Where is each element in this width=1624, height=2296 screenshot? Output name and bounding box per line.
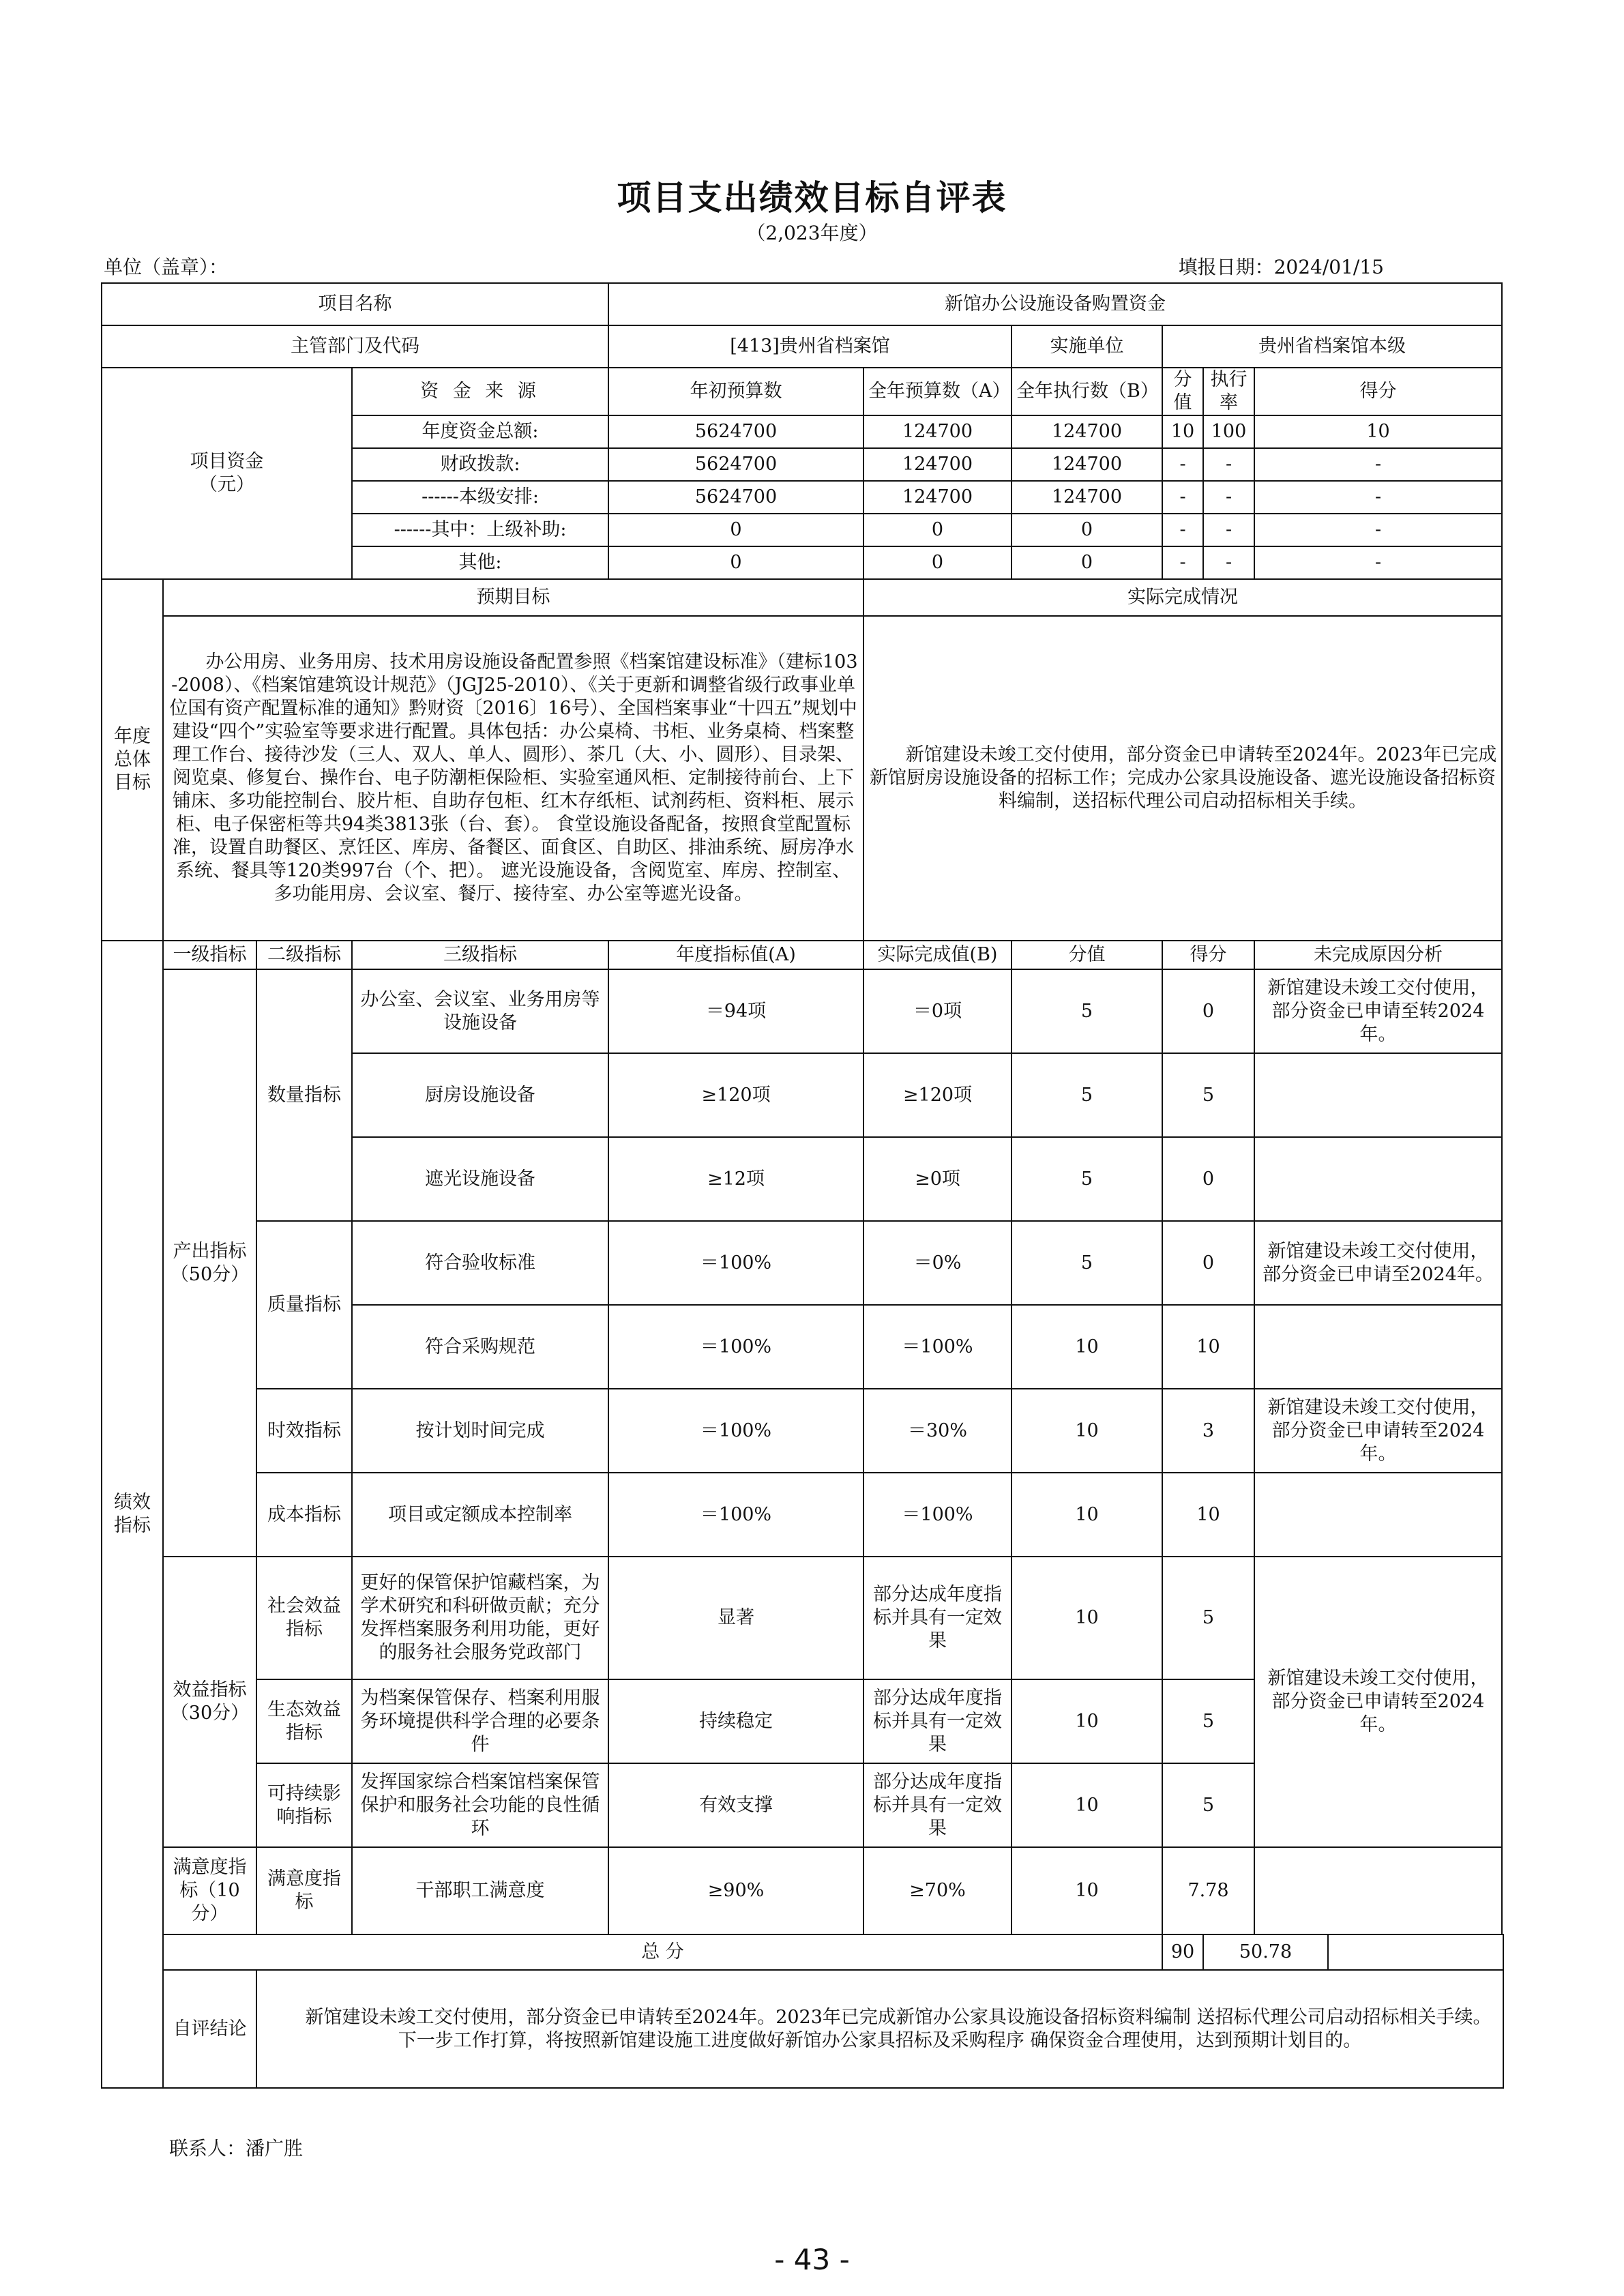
fund-source: 其他: <box>352 546 608 579</box>
indicator-name: 厨房设施设备 <box>352 1053 608 1137</box>
indicator-score: 7.78 <box>1162 1847 1254 1934</box>
indicator-reason: 新馆建设未竣工交付使用，部分资金已申请转至2024年。 <box>1254 1389 1502 1473</box>
dept-label: 主管部门及代码 <box>102 325 608 368</box>
fund-weight: - <box>1162 546 1203 579</box>
indicator-target: ≥120项 <box>608 1053 863 1137</box>
benefit-reason: 新馆建设未竣工交付使用，部分资金已申请转至2024年。 <box>1254 1557 1502 1847</box>
indicator-weight: 10 <box>1012 1847 1162 1934</box>
indicator-target: ＝100% <box>608 1389 863 1473</box>
l2-satisfaction: 满意度指标 <box>256 1847 352 1934</box>
fund-source: 财政拨款: <box>352 448 608 481</box>
indicator-name: 干部职工满意度 <box>352 1847 608 1934</box>
indicator-weight: 10 <box>1012 1389 1162 1473</box>
indicator-reason <box>1254 1473 1502 1557</box>
indicator-score: 10 <box>1162 1473 1254 1557</box>
indicator-name: 发挥国家综合档案馆档案保管保护和服务社会功能的良性循环 <box>352 1763 608 1847</box>
indicator-reason <box>1254 1847 1502 1934</box>
indicator-row <box>102 1221 1503 1305</box>
indicator-score: 0 <box>1162 969 1254 1053</box>
project-name-label: 项目名称 <box>102 283 608 325</box>
indicator-name: 更好的保管保护馆藏档案，为学术研究和科研做贡献；充分发挥档案服务利用功能，更好的服务社会服务党政部门 <box>352 1557 608 1679</box>
indicator-actual: ＝0项 <box>863 969 1012 1053</box>
fund-executed: 124700 <box>1012 481 1162 514</box>
l1-benefit: 效益指标（30分） <box>163 1557 256 1847</box>
fund-executed: 0 <box>1012 514 1162 546</box>
indicator-actual: 部分达成年度指标并具有一定效果 <box>863 1679 1012 1763</box>
indicator-weight: 10 <box>1012 1305 1162 1389</box>
l2-eco: 生态效益指标 <box>256 1679 352 1763</box>
indicator-reason: 新馆建设未竣工交付使用，部分资金已申请至2024年。 <box>1254 1221 1502 1305</box>
indicator-score: 5 <box>1162 1557 1254 1679</box>
fund-initial: 0 <box>608 514 863 546</box>
unit-label: 单位（盖章）： <box>104 256 228 278</box>
fund-weight: - <box>1162 448 1203 481</box>
fund-annual: 124700 <box>863 415 1012 448</box>
total-blank <box>1328 1934 1503 1970</box>
indicator-score: 5 <box>1162 1763 1254 1847</box>
funds-header: 执行率 <box>1203 368 1254 415</box>
total-max: 90 <box>1162 1934 1203 1970</box>
indicator-row <box>102 1473 1503 1557</box>
funds-header: 全年执行数（B） <box>1012 368 1162 415</box>
indicator-actual: ＝100% <box>863 1473 1012 1557</box>
indicator-target: ≥12项 <box>608 1137 863 1221</box>
fund-score: - <box>1254 514 1502 546</box>
l2-sustain: 可持续影响指标 <box>256 1763 352 1847</box>
indicator-name: 项目或定额成本控制率 <box>352 1473 608 1557</box>
indicator-weight: 5 <box>1012 969 1162 1053</box>
impl-unit-label: 实施单位 <box>1012 325 1162 368</box>
indicator-name: 按计划时间完成 <box>352 1389 608 1473</box>
fund-weight: - <box>1162 481 1203 514</box>
l2-social: 社会效益指标 <box>256 1557 352 1679</box>
indicator-reason <box>1254 1137 1502 1221</box>
indicator-target: ＝100% <box>608 1473 863 1557</box>
indicator-actual: 部分达成年度指标并具有一定效果 <box>863 1557 1012 1679</box>
dept-value: [413]贵州省档案馆 <box>608 325 1012 368</box>
indicator-actual: ≥70% <box>863 1847 1012 1934</box>
perf-header: 三级指标 <box>352 941 608 969</box>
indicator-weight: 10 <box>1012 1557 1162 1679</box>
indicator-row <box>102 969 1503 1053</box>
actual-result-text: 新馆建设未竣工交付使用，部分资金已申请转至2024年。2023年已完成新馆厨房设施设备的招标工作；完成办公家具设施设备、遮光设施设备招标资料编制，送招标代理公司启动招标相关手续。 <box>863 616 1502 941</box>
fund-initial: 0 <box>608 546 863 579</box>
fund-rate: 100 <box>1203 415 1254 448</box>
indicator-name: 符合采购规范 <box>352 1305 608 1389</box>
indicator-row <box>102 1557 1503 1679</box>
indicator-weight: 10 <box>1012 1679 1162 1763</box>
indicator-name: 符合验收标准 <box>352 1221 608 1305</box>
funds-header: 资 金 来 源 <box>352 368 608 415</box>
indicator-score: 5 <box>1162 1679 1254 1763</box>
indicator-weight: 10 <box>1012 1763 1162 1847</box>
perf-header: 未完成原因分析 <box>1254 941 1502 969</box>
indicator-target: ≥90% <box>608 1847 863 1934</box>
indicator-score: 0 <box>1162 1137 1254 1221</box>
fund-rate: - <box>1203 481 1254 514</box>
indicator-target: 有效支撑 <box>608 1763 863 1847</box>
fund-score: - <box>1254 546 1502 579</box>
perf-header: 二级指标 <box>256 941 352 969</box>
page-number: - 43 - <box>774 2243 850 2276</box>
perf-header: 得分 <box>1162 941 1254 969</box>
fund-executed: 124700 <box>1012 448 1162 481</box>
indicator-reason <box>1254 1305 1502 1389</box>
indicator-name: 遮光设施设备 <box>352 1137 608 1221</box>
fill-date: 填报日期：2024/01/15 <box>1178 256 1384 278</box>
perf-indicator-label: 绩效指标 <box>102 941 163 2088</box>
expected-goal-text: 办公用房、业务用房、技术用房设施设备配置参照《档案馆建设标准》（建标103-2008）、《档案馆建筑设计规范》（JGJ25-2010）、《关于更新和调整省级行政事业单位国有资产配置标准的通知》黔财资〔2016〕16号）、全国档案事业“十四五”规划中建设“四个”实验室等要求进行配置。具体包括：办公桌椅、书柜、业务桌椅、档案整理工作台、接待沙发（三人、双人、单人、圆形）、茶几（大、小、圆形）、目录架、阅览桌、修复台、操作台、电子防潮柜保险柜、实验室通风柜、定制接待前台、上下铺床、多功能控制台、胶片柜、自助存包柜、红木存纸柜、试剂药柜、资料柜、展示柜、电子保密柜等共94类3813张（台、套）。 食堂设施设备配备，按照食堂配置标准，设置自助餐区、烹饪区、库房、备餐区、面食区、自助区、排油系统、厨房净水系统、餐具等120类997台（个、把）。 遮光设施设备，含阅览室、库房、控制室、多功能用房、会议室、餐厅、接待室、办公室等遮光设备。 <box>163 616 863 941</box>
project-name-value: 新馆办公设施设备购置资金 <box>608 283 1502 325</box>
conclusion-label: 自评结论 <box>163 1970 256 2088</box>
fund-annual: 0 <box>863 546 1012 579</box>
year-subtitle: （2,023年度） <box>746 222 878 244</box>
total-score: 50.78 <box>1203 1934 1328 1970</box>
indicator-target: 持续稳定 <box>608 1679 863 1763</box>
funds-header: 得分 <box>1254 368 1502 415</box>
indicator-weight: 5 <box>1012 1053 1162 1137</box>
indicator-row <box>102 1389 1503 1473</box>
indicator-score: 0 <box>1162 1221 1254 1305</box>
l2-timeliness: 时效指标 <box>256 1389 352 1473</box>
indicator-actual: 部分达成年度指标并具有一定效果 <box>863 1763 1012 1847</box>
l2-cost: 成本指标 <box>256 1473 352 1557</box>
indicator-weight: 5 <box>1012 1137 1162 1221</box>
indicator-actual: ≥0项 <box>863 1137 1012 1221</box>
fund-initial: 5624700 <box>608 415 863 448</box>
fund-annual: 124700 <box>863 448 1012 481</box>
contact-person: 联系人：潘广胜 <box>169 2137 304 2160</box>
indicator-row <box>102 1847 1503 1934</box>
l1-output: 产出指标（50分） <box>163 969 256 1557</box>
evaluation-table <box>101 282 1504 2089</box>
fund-score: - <box>1254 448 1502 481</box>
fund-annual: 124700 <box>863 481 1012 514</box>
fund-initial: 5624700 <box>608 448 863 481</box>
indicator-target: ＝94项 <box>608 969 863 1053</box>
indicator-actual: ＝30% <box>863 1389 1012 1473</box>
indicator-actual: ＝0% <box>863 1221 1012 1305</box>
annual-goal-label: 年度总体目标 <box>102 579 163 941</box>
indicator-target: ＝100% <box>608 1305 863 1389</box>
indicator-name: 办公室、会议室、业务用房等设施设备 <box>352 969 608 1053</box>
fund-rate: - <box>1203 448 1254 481</box>
expected-goal-header: 预期目标 <box>163 579 863 616</box>
indicator-target: 显著 <box>608 1557 863 1679</box>
indicator-weight: 5 <box>1012 1221 1162 1305</box>
fund-executed: 124700 <box>1012 415 1162 448</box>
perf-header: 实际完成值(B) <box>863 941 1012 969</box>
funds-header: 全年预算数（A） <box>863 368 1012 415</box>
l2-quality: 质量指标 <box>256 1221 352 1389</box>
fund-annual: 0 <box>863 514 1012 546</box>
fund-score: - <box>1254 481 1502 514</box>
fund-score: 10 <box>1254 415 1502 448</box>
indicator-actual: ≥120项 <box>863 1053 1012 1137</box>
l2-quantity: 数量指标 <box>256 969 352 1221</box>
fund-executed: 0 <box>1012 546 1162 579</box>
impl-unit-value: 贵州省档案馆本级 <box>1162 325 1502 368</box>
l1-satisfaction: 满意度指标（10分） <box>163 1847 256 1934</box>
indicator-actual: ＝100% <box>863 1305 1012 1389</box>
fund-initial: 5624700 <box>608 481 863 514</box>
conclusion-text: 新馆建设未竣工交付使用，部分资金已申请转至2024年。2023年已完成新馆办公家具设施设备招标资料编制 送招标代理公司启动招标相关手续。 下一步工作打算，将按照新馆建设施工进度做好新馆办公家具招标及采购程序 确保资金合理使用，达到预期计划目的。 <box>256 1970 1503 2088</box>
fund-source: ------其中：上级补助: <box>352 514 608 546</box>
fund-weight: 10 <box>1162 415 1203 448</box>
total-label: 总 分 <box>163 1934 1162 1970</box>
fund-weight: - <box>1162 514 1203 546</box>
indicator-reason: 新馆建设未竣工交付使用，部分资金已申请至转2024年。 <box>1254 969 1502 1053</box>
indicator-reason <box>1254 1053 1502 1137</box>
indicator-score: 5 <box>1162 1053 1254 1137</box>
perf-header: 年度指标值(A) <box>608 941 863 969</box>
indicator-target: ＝100% <box>608 1221 863 1305</box>
funds-label: 项目资金 （元） <box>102 368 352 579</box>
funds-header: 年初预算数 <box>608 368 863 415</box>
perf-header: 一级指标 <box>163 941 256 969</box>
actual-result-header: 实际完成情况 <box>863 579 1502 616</box>
indicator-score: 10 <box>1162 1305 1254 1389</box>
fund-source: ------本级安排: <box>352 481 608 514</box>
fund-rate: - <box>1203 546 1254 579</box>
indicator-score: 3 <box>1162 1389 1254 1473</box>
funds-header: 分值 <box>1162 368 1203 415</box>
indicator-weight: 10 <box>1012 1473 1162 1557</box>
perf-header: 分值 <box>1012 941 1162 969</box>
fund-rate: - <box>1203 514 1254 546</box>
fund-source: 年度资金总额: <box>352 415 608 448</box>
page-title: 项目支出绩效目标自评表 <box>617 177 1007 218</box>
indicator-name: 为档案保管保存、档案利用服务环境提供科学合理的必要条件 <box>352 1679 608 1763</box>
